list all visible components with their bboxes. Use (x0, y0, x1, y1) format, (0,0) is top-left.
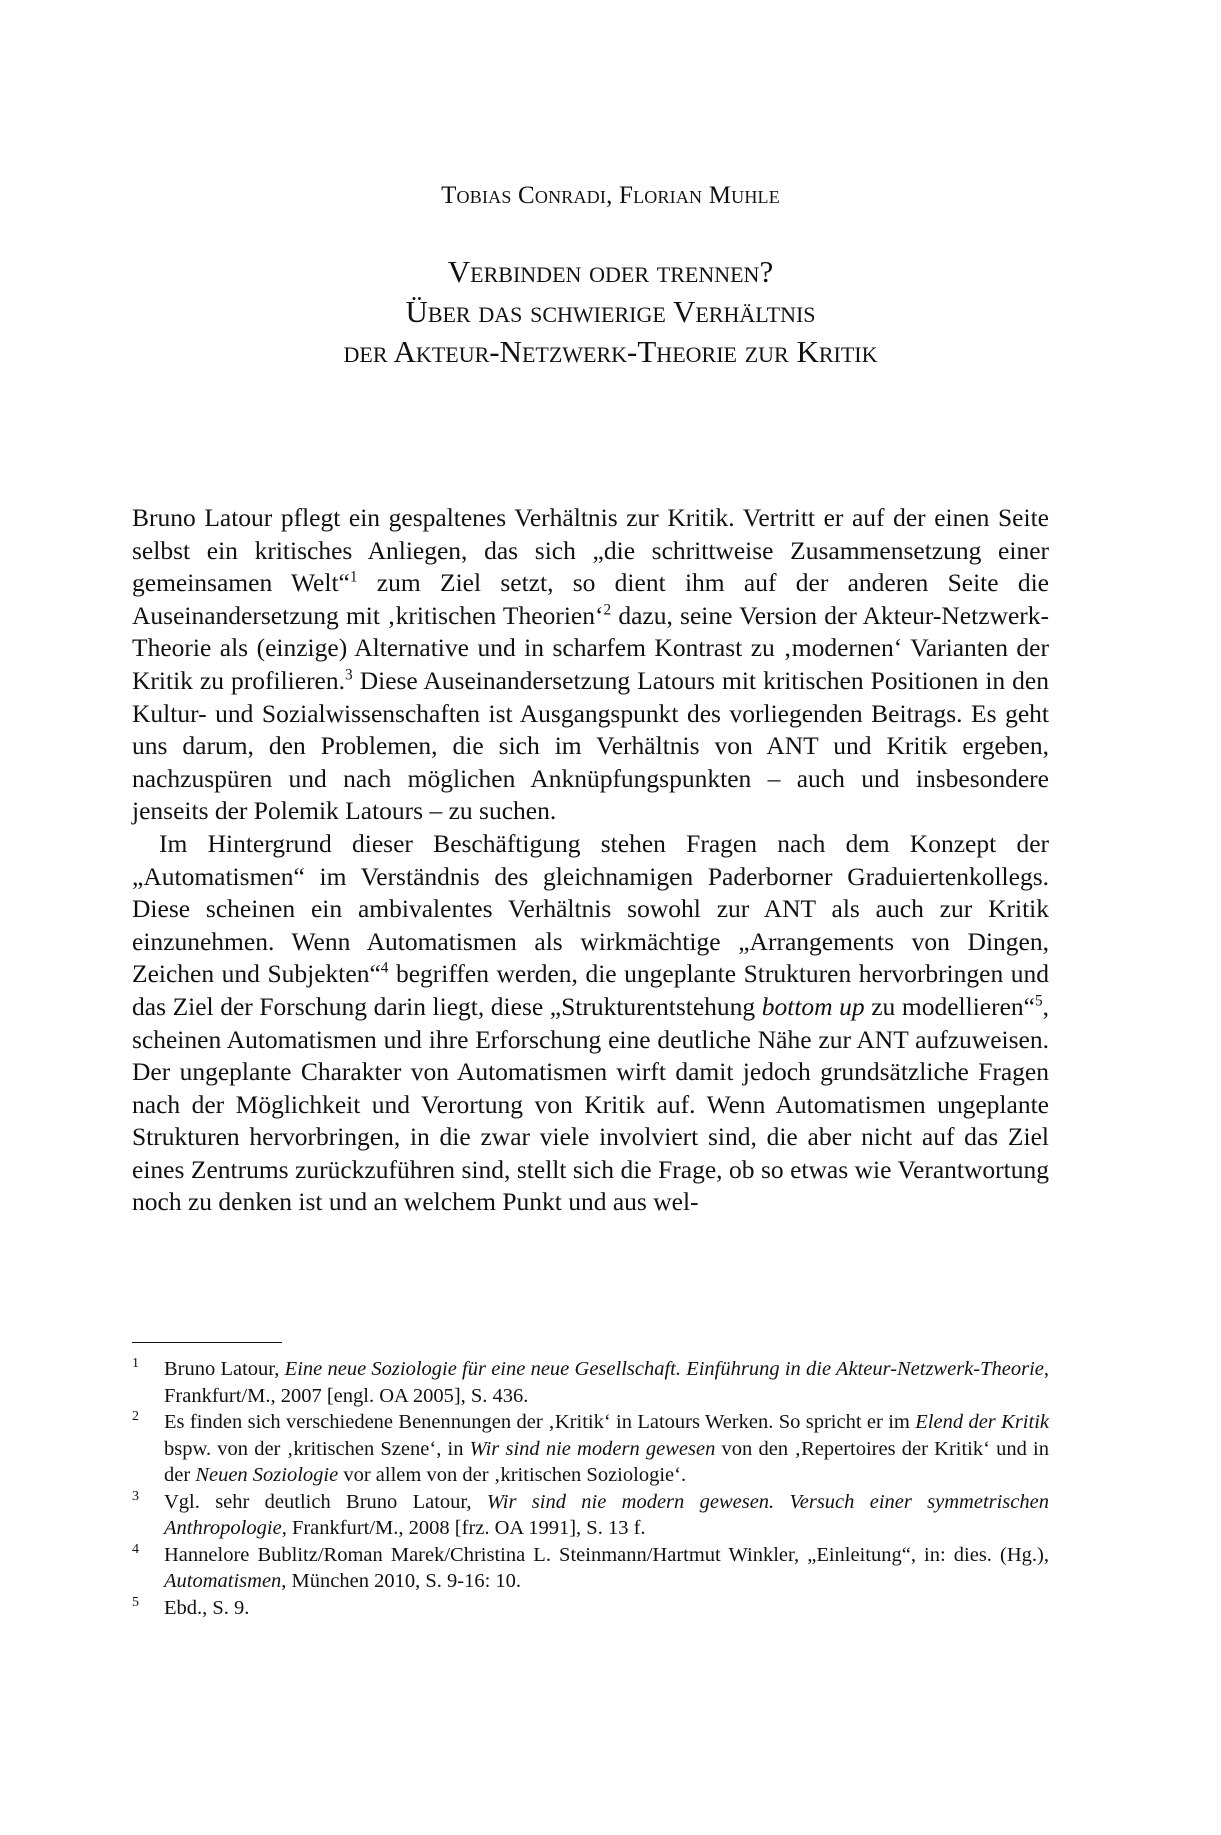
footnote-number: 2 (132, 1409, 139, 1424)
footnote-title: Elend der Kritik (915, 1411, 1049, 1433)
title-line-3: der Akteur-Netzwerk-Theorie zur Kritik (343, 334, 878, 369)
footnote-text: bspw. von der ‚kritischen Szene‘, in (164, 1437, 470, 1460)
footnote-ref-4[interactable]: 4 (380, 959, 389, 977)
footnote-text: Vgl. sehr deutlich Bruno Latour, (164, 1490, 487, 1513)
footnote-4 (132, 1542, 1049, 1595)
footnote-number: 5 (132, 1594, 139, 1610)
text-run: zu modellieren“ (864, 991, 1035, 1021)
footnote-title: Wir sind nie modern gewesen. Versuch einer symmetrischen Anthropologie (164, 1490, 1049, 1539)
text-run: dazu, seine Version der Akteur-Netzwerk-Theorie als (einzige) Alternative und in scharfem Kontrast zu ‚modernen‘ Varianten der Kritik zu profilieren. (132, 600, 1049, 695)
text-run: Bruno Latour pflegt ein gespaltenes Verhältnis zur Kritik. Vertritt er auf der einen Seite selbst ein kritisches Anliegen, das sich „die schrittweise Zusammensetzung einer gemeinsamen Welt“ (132, 503, 1049, 598)
footnote-title: Automatismen (164, 1570, 282, 1592)
footnote-separator (132, 1342, 282, 1343)
footnote-title: Eine neue Soziologie für eine neue Gesellschaft. Einführung in die Akteur-Netzwerk-Theorie (284, 1358, 1044, 1380)
footnote-3 (132, 1489, 1049, 1542)
text-run: , scheinen Automatismen und ihre Erforschung eine deutliche Nähe zur ANT aufzuweisen. Der ungeplante Charakter von Automatismen wirft damit jedoch grundsätzliche Fragen nach der Möglichkeit und Verortung von Kritik auf. Wenn Automatismen ungeplante Strukturen hervorbringen, in die zwar viele involviert sind, die aber nicht auf das Ziel eines Zentrums zurückzuführen sind, stellt sich die Frage, ob so etwas wie Verantwortung noch zu denken ist und an welchem Punkt und aus wel- (132, 991, 1050, 1217)
footnote-number: 1 (132, 1356, 139, 1371)
footnote-number: 3 (132, 1488, 139, 1504)
paragraph-1 (132, 502, 1049, 828)
text-run: Diese Auseinandersetzung Latours mit kritischen Positionen in den Kultur- und Sozialwissenschaften ist Ausgangspunkt des vorliegenden Beitrags. Es geht uns darum, den Problemen, die sich im Verhältnis von ANT und Kritik ergeben, nachzuspüren und nach möglichen Anknüpfungspunkten – auch und insbesondere jenseits der Polemik Latours – zu suchen. (132, 665, 1049, 826)
body-text (132, 502, 1049, 1219)
text-run: Im Hintergrund dieser Beschäftigung stehen Fragen nach dem Konzept der „Automatismen“ im Verständnis des gleichnamigen Paderborner Graduiertenkollegs. Diese scheinen ein ambivalentes Verhältnis sowohl zur ANT als auch zur Kritik einzunehmen. Wenn Automatismen als wirkmächtige „Arrangements von Dingen, Zeichen und Subjekten“ (132, 828, 1049, 989)
footnote-text: , München 2010, S. 9-16: 10. (281, 1570, 522, 1592)
footnote-text: Es finden sich verschiedene Benennungen der ‚Kritik‘ in Latours Werken. So spricht er im (164, 1411, 916, 1433)
footnote-2 (132, 1409, 1049, 1489)
paragraph-2 (132, 828, 1049, 1219)
footnote-title: Neuen Soziologie (195, 1464, 339, 1486)
footnote-text: Ebd., S. 9. (164, 1596, 250, 1619)
footnote-ref-2[interactable]: 2 (603, 601, 612, 619)
footnote-text: Bruno Latour, (164, 1358, 285, 1380)
footnotes (132, 1356, 1049, 1621)
footnote-text: , Frankfurt/M., 2007 [engl. OA 2005], S. 436. (164, 1358, 1049, 1407)
footnote-title: Wir sind nie modern gewesen (469, 1437, 716, 1460)
footnote-text: Hannelore Bublitz/Roman Marek/Christina L. Steinmann/Hartmut Winkler, „Einleitung“, in: dies. (Hg.), (164, 1543, 1049, 1566)
text-run: zum Ziel setzt, so dient ihm auf der anderen Seite die Auseinandersetzung mit ‚kritischen Theorien‘ (132, 568, 1049, 630)
emphasis: bottom up (761, 991, 865, 1021)
title-line-2: Über das schwierige Verhältnis (405, 294, 816, 329)
footnote-text: , Frankfurt/M., 2008 [frz. OA 1991], S. 13 f. (281, 1517, 646, 1539)
footnote-text: von den ‚Repertoires der Kritik‘ und in der (164, 1437, 1050, 1486)
text-run: begriffen werden, die ungeplante Strukturen hervorbringen und das Ziel der Forschung darin liegt, diese „Strukturentstehung (132, 959, 1050, 1021)
footnote-5 (132, 1595, 1049, 1622)
footnote-number: 4 (132, 1541, 139, 1557)
footnote-text: vor allem von der ‚kritischen Soziologie‘. (338, 1464, 687, 1486)
author-line: Tobias Conradi, Florian Muhle (441, 182, 780, 209)
article-title (0, 252, 1221, 372)
footnote-ref-3[interactable]: 3 (345, 666, 353, 684)
footnote-ref-1[interactable]: 1 (349, 568, 358, 586)
title-line-1: Verbinden oder trennen? (447, 254, 774, 289)
footnote-1 (132, 1356, 1049, 1409)
footnote-ref-5[interactable]: 5 (1034, 992, 1043, 1010)
